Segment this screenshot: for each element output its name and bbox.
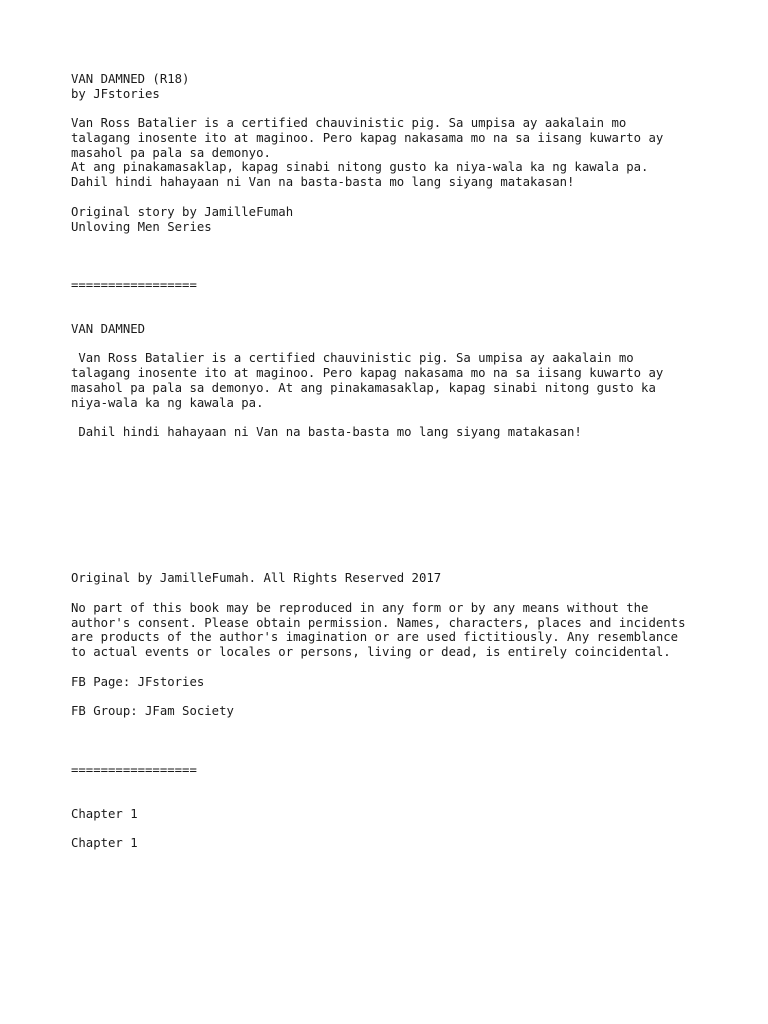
book-title: VAN DAMNED (R18) bbox=[71, 72, 190, 86]
fb-page-line: FB Page: JFstories bbox=[71, 675, 205, 689]
series-line: Unloving Men Series bbox=[71, 220, 212, 234]
synopsis-line: niya-wala ka ng kawala pa. bbox=[71, 396, 264, 410]
fb-group-line: FB Group: JFam Society bbox=[71, 704, 234, 718]
disclaimer-line: to actual events or locales or persons, living or dead, is entirely coincidental. bbox=[71, 645, 671, 659]
blurb-line: Dahil hindi hahayaan ni Van na basta-basta mo lang siyang matakasan! bbox=[71, 175, 575, 189]
blurb-line: Van Ross Batalier is a certified chauvinistic pig. Sa umpisa ay aakalain mo bbox=[71, 116, 627, 130]
synopsis-closing-line: Dahil hindi hahayaan ni Van na basta-basta mo lang siyang matakasan! bbox=[71, 425, 582, 439]
synopsis-line: Van Ross Batalier is a certified chauvinistic pig. Sa umpisa ay aakalain mo bbox=[71, 351, 634, 365]
chapter-heading: Chapter 1 bbox=[71, 836, 138, 850]
synopsis-line: talagang inosente ito at maginoo. Pero kapag nakasama mo na sa iisang kuwarto ay bbox=[71, 366, 664, 380]
chapter-heading: Chapter 1 bbox=[71, 807, 138, 821]
blurb-line: masahol pa pala sa demonyo. bbox=[71, 146, 271, 160]
separator: ================= bbox=[71, 278, 197, 292]
credit-line: Original story by JamilleFumah bbox=[71, 205, 294, 219]
blurb-line: talagang inosente ito at maginoo. Pero kapag nakasama mo na sa iisang kuwarto ay bbox=[71, 131, 664, 145]
disclaimer-line: author's consent. Please obtain permission. Names, characters, places and incidents bbox=[71, 616, 686, 630]
blurb-line: At ang pinakamasaklap, kapag sinabi nitong gusto ka niya-wala ka ng kawala pa. bbox=[71, 160, 649, 174]
separator: ================= bbox=[71, 763, 197, 777]
synopsis-line: masahol pa pala sa demonyo. At ang pinakamasaklap, kapag sinabi nitong gusto ka bbox=[71, 381, 656, 395]
disclaimer-line: are products of the author's imagination or are used fictitiously. Any resemblance bbox=[71, 630, 679, 644]
section-title: VAN DAMNED bbox=[71, 322, 146, 336]
book-byline: by JFstories bbox=[71, 87, 160, 101]
copyright-line: Original by JamilleFumah. All Rights Reserved 2017 bbox=[71, 571, 442, 585]
disclaimer-line: No part of this book may be reproduced in any form or by any means without the bbox=[71, 601, 649, 615]
